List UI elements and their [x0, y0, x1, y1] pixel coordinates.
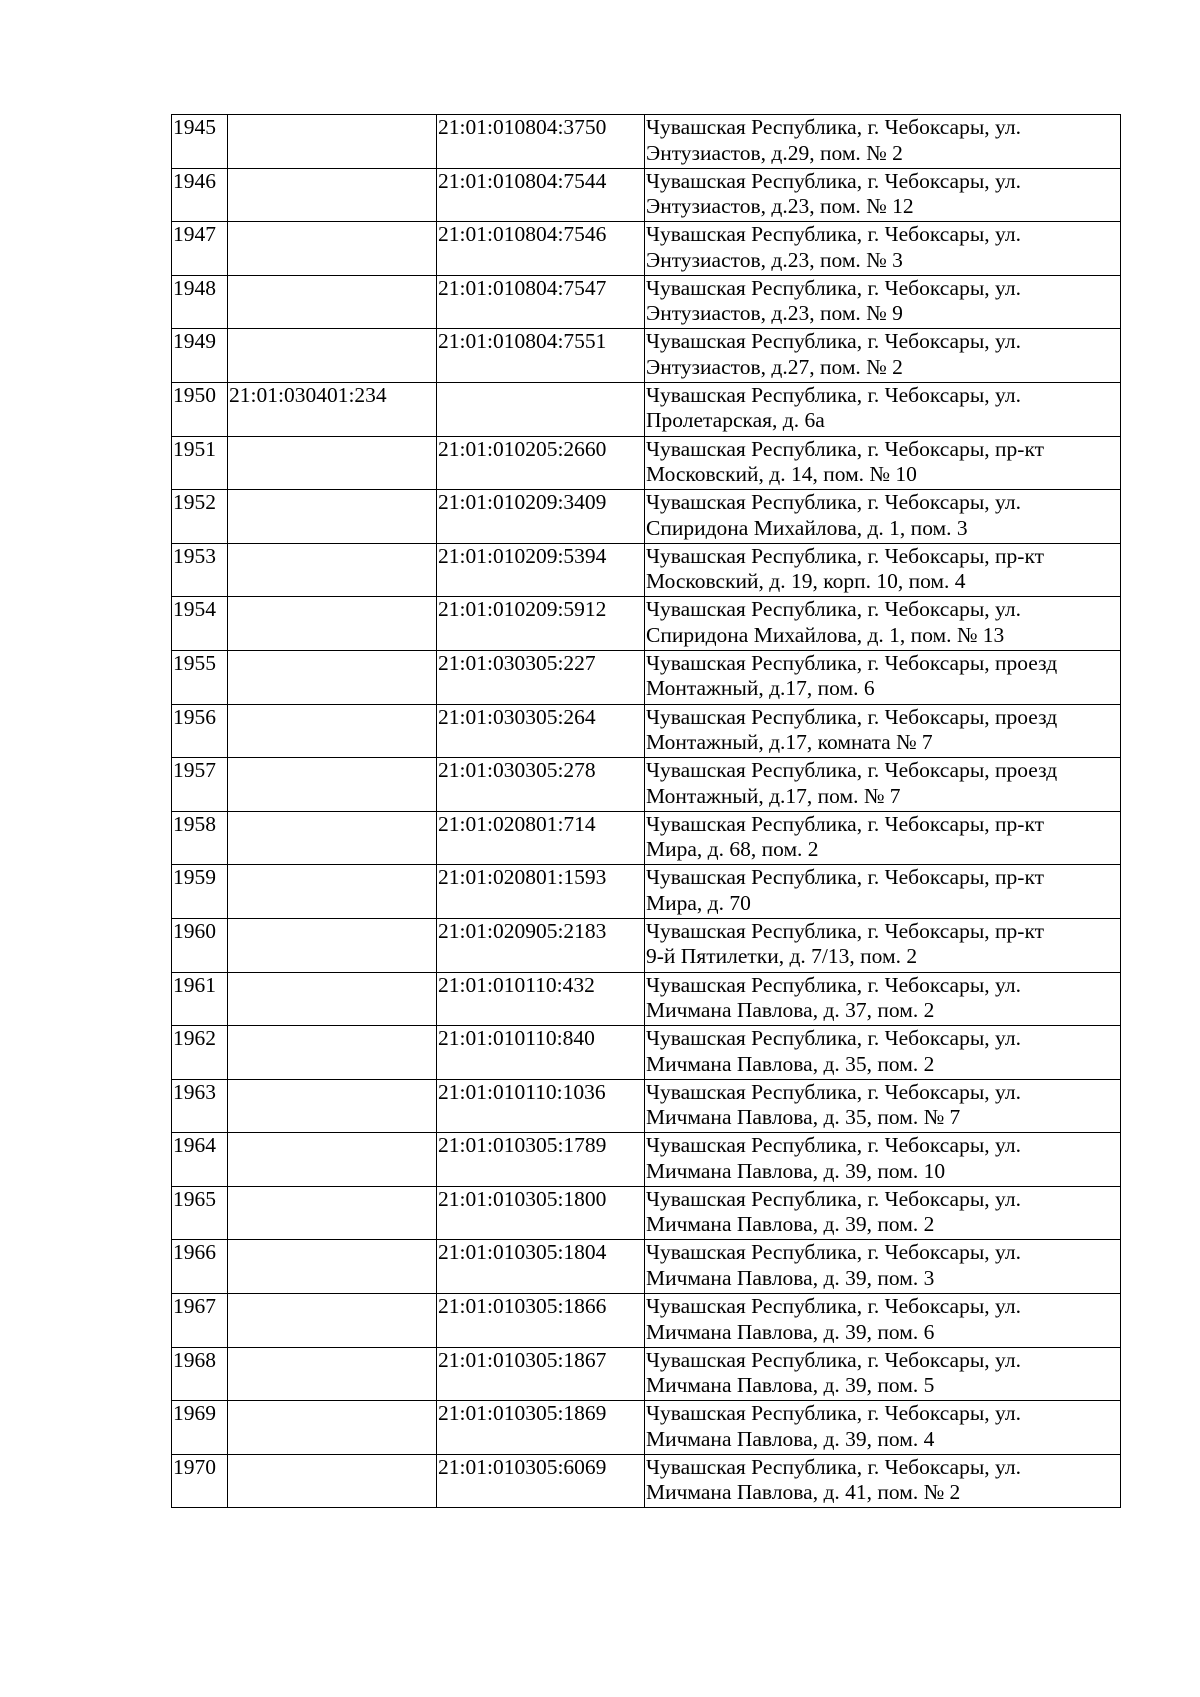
address-cell: Чувашская Республика, г. Чебоксары, ул. Мичмана Павлова, д. 39, пом. 10 — [645, 1133, 1121, 1187]
land-cadastral-cell — [228, 1079, 437, 1133]
building-cadastral-cell: 21:01:010110:840 — [437, 1026, 645, 1080]
land-cadastral-cell — [228, 436, 437, 490]
building-cadastral-cell: 21:01:010804:7544 — [437, 168, 645, 222]
address-cell: Чувашская Республика, г. Чебоксары, проезд Монтажный, д.17, пом. № 7 — [645, 758, 1121, 812]
table-row — [172, 918, 1121, 972]
building-cadastral-cell: 21:01:020801:1593 — [437, 865, 645, 919]
building-cadastral-cell: 21:01:010305:1866 — [437, 1294, 645, 1348]
building-cadastral-cell: 21:01:030305:264 — [437, 704, 645, 758]
table-row — [172, 1401, 1121, 1455]
address-cell: Чувашская Республика, г. Чебоксары, ул. Энтузиастов, д.27, пом. № 2 — [645, 329, 1121, 383]
land-cadastral-cell — [228, 1401, 437, 1455]
address-cell: Чувашская Республика, г. Чебоксары, ул. Мичмана Павлова, д. 39, пом. 6 — [645, 1294, 1121, 1348]
table-row — [172, 1186, 1121, 1240]
table-row — [172, 1240, 1121, 1294]
building-cadastral-cell: 21:01:010804:7551 — [437, 329, 645, 383]
land-cadastral-cell — [228, 222, 437, 276]
row-number-cell: 1968 — [172, 1347, 228, 1401]
table-row — [172, 1347, 1121, 1401]
land-cadastral-cell — [228, 1026, 437, 1080]
row-number-cell: 1947 — [172, 222, 228, 276]
table-row — [172, 1454, 1121, 1508]
land-cadastral-cell — [228, 918, 437, 972]
registry-table-body — [172, 115, 1121, 1508]
land-cadastral-cell — [228, 329, 437, 383]
land-cadastral-cell — [228, 597, 437, 651]
row-number-cell: 1967 — [172, 1294, 228, 1348]
land-cadastral-cell — [228, 1186, 437, 1240]
building-cadastral-cell: 21:01:010305:1867 — [437, 1347, 645, 1401]
building-cadastral-cell: 21:01:010804:3750 — [437, 115, 645, 169]
table-row — [172, 704, 1121, 758]
address-cell: Чувашская Республика, г. Чебоксары, ул. Энтузиастов, д.23, пом. № 3 — [645, 222, 1121, 276]
table-row — [172, 222, 1121, 276]
address-cell: Чувашская Республика, г. Чебоксары, пр-кт 9-й Пятилетки, д. 7/13, пом. 2 — [645, 918, 1121, 972]
row-number-cell: 1969 — [172, 1401, 228, 1455]
table-row — [172, 382, 1121, 436]
address-cell: Чувашская Республика, г. Чебоксары, пр-кт Мира, д. 70 — [645, 865, 1121, 919]
table-row — [172, 811, 1121, 865]
building-cadastral-cell: 21:01:010209:3409 — [437, 490, 645, 544]
building-cadastral-cell: 21:01:010804:7546 — [437, 222, 645, 276]
address-cell: Чувашская Республика, г. Чебоксары, ул. Мичмана Павлова, д. 35, пом. 2 — [645, 1026, 1121, 1080]
row-number-cell: 1950 — [172, 382, 228, 436]
land-cadastral-cell — [228, 865, 437, 919]
address-cell: Чувашская Республика, г. Чебоксары, ул. Спиридона Михайлова, д. 1, пом. № 13 — [645, 597, 1121, 651]
address-cell: Чувашская Республика, г. Чебоксары, ул. Спиридона Михайлова, д. 1, пом. 3 — [645, 490, 1121, 544]
row-number-cell: 1954 — [172, 597, 228, 651]
address-cell: Чувашская Республика, г. Чебоксары, ул. Пролетарская, д. 6а — [645, 382, 1121, 436]
table-row — [172, 115, 1121, 169]
table-row — [172, 597, 1121, 651]
row-number-cell: 1970 — [172, 1454, 228, 1508]
row-number-cell: 1959 — [172, 865, 228, 919]
row-number-cell: 1957 — [172, 758, 228, 812]
address-cell: Чувашская Республика, г. Чебоксары, ул. Мичмана Павлова, д. 35, пом. № 7 — [645, 1079, 1121, 1133]
address-cell: Чувашская Республика, г. Чебоксары, ул. Мичмана Павлова, д. 41, пом. № 2 — [645, 1454, 1121, 1508]
row-number-cell: 1963 — [172, 1079, 228, 1133]
row-number-cell: 1951 — [172, 436, 228, 490]
building-cadastral-cell: 21:01:010305:6069 — [437, 1454, 645, 1508]
building-cadastral-cell: 21:01:020905:2183 — [437, 918, 645, 972]
building-cadastral-cell: 21:01:010110:432 — [437, 972, 645, 1026]
building-cadastral-cell: 21:01:010110:1036 — [437, 1079, 645, 1133]
land-cadastral-cell — [228, 168, 437, 222]
row-number-cell: 1964 — [172, 1133, 228, 1187]
row-number-cell: 1956 — [172, 704, 228, 758]
address-cell: Чувашская Республика, г. Чебоксары, ул. Мичмана Павлова, д. 39, пом. 4 — [645, 1401, 1121, 1455]
table-row — [172, 758, 1121, 812]
table-row — [172, 650, 1121, 704]
land-cadastral-cell — [228, 1454, 437, 1508]
building-cadastral-cell: 21:01:010804:7547 — [437, 275, 645, 329]
land-cadastral-cell — [228, 1133, 437, 1187]
land-cadastral-cell — [228, 758, 437, 812]
building-cadastral-cell: 21:01:030305:278 — [437, 758, 645, 812]
table-row — [172, 1079, 1121, 1133]
address-cell: Чувашская Республика, г. Чебоксары, проезд Монтажный, д.17, пом. 6 — [645, 650, 1121, 704]
land-cadastral-cell — [228, 275, 437, 329]
land-cadastral-cell — [228, 490, 437, 544]
building-cadastral-cell: 21:01:020801:714 — [437, 811, 645, 865]
row-number-cell: 1961 — [172, 972, 228, 1026]
land-cadastral-cell: 21:01:030401:234 — [228, 382, 437, 436]
row-number-cell: 1948 — [172, 275, 228, 329]
row-number-cell: 1946 — [172, 168, 228, 222]
row-number-cell: 1960 — [172, 918, 228, 972]
land-cadastral-cell — [228, 1347, 437, 1401]
building-cadastral-cell: 21:01:010305:1800 — [437, 1186, 645, 1240]
address-cell: Чувашская Республика, г. Чебоксары, ул. Энтузиастов, д.23, пом. № 9 — [645, 275, 1121, 329]
table-row — [172, 1026, 1121, 1080]
table-row — [172, 436, 1121, 490]
building-cadastral-cell: 21:01:010209:5394 — [437, 543, 645, 597]
table-row — [172, 1133, 1121, 1187]
table-row — [172, 865, 1121, 919]
land-cadastral-cell — [228, 650, 437, 704]
land-cadastral-cell — [228, 972, 437, 1026]
table-row — [172, 972, 1121, 1026]
address-cell: Чувашская Республика, г. Чебоксары, ул. Мичмана Павлова, д. 37, пом. 2 — [645, 972, 1121, 1026]
table-row — [172, 543, 1121, 597]
building-cadastral-cell: 21:01:030305:227 — [437, 650, 645, 704]
row-number-cell: 1965 — [172, 1186, 228, 1240]
address-cell: Чувашская Республика, г. Чебоксары, пр-кт Московский, д. 19, корп. 10, пом. 4 — [645, 543, 1121, 597]
address-cell: Чувашская Республика, г. Чебоксары, пр-кт Московский, д. 14, пом. № 10 — [645, 436, 1121, 490]
row-number-cell: 1949 — [172, 329, 228, 383]
land-cadastral-cell — [228, 115, 437, 169]
address-cell: Чувашская Республика, г. Чебоксары, ул. Энтузиастов, д.23, пом. № 12 — [645, 168, 1121, 222]
building-cadastral-cell: 21:01:010305:1869 — [437, 1401, 645, 1455]
land-cadastral-cell — [228, 811, 437, 865]
row-number-cell: 1966 — [172, 1240, 228, 1294]
property-registry-table — [171, 114, 1121, 1508]
row-number-cell: 1955 — [172, 650, 228, 704]
row-number-cell: 1962 — [172, 1026, 228, 1080]
table-row — [172, 329, 1121, 383]
building-cadastral-cell — [437, 382, 645, 436]
row-number-cell: 1953 — [172, 543, 228, 597]
table-row — [172, 1294, 1121, 1348]
table-row — [172, 168, 1121, 222]
building-cadastral-cell: 21:01:010305:1804 — [437, 1240, 645, 1294]
building-cadastral-cell: 21:01:010305:1789 — [437, 1133, 645, 1187]
address-cell: Чувашская Республика, г. Чебоксары, ул. Мичмана Павлова, д. 39, пом. 5 — [645, 1347, 1121, 1401]
land-cadastral-cell — [228, 704, 437, 758]
row-number-cell: 1952 — [172, 490, 228, 544]
building-cadastral-cell: 21:01:010209:5912 — [437, 597, 645, 651]
address-cell: Чувашская Республика, г. Чебоксары, проезд Монтажный, д.17, комната № 7 — [645, 704, 1121, 758]
address-cell: Чувашская Республика, г. Чебоксары, ул. Мичмана Павлова, д. 39, пом. 3 — [645, 1240, 1121, 1294]
table-row — [172, 275, 1121, 329]
land-cadastral-cell — [228, 1240, 437, 1294]
address-cell: Чувашская Республика, г. Чебоксары, пр-кт Мира, д. 68, пом. 2 — [645, 811, 1121, 865]
land-cadastral-cell — [228, 543, 437, 597]
row-number-cell: 1958 — [172, 811, 228, 865]
building-cadastral-cell: 21:01:010205:2660 — [437, 436, 645, 490]
land-cadastral-cell — [228, 1294, 437, 1348]
table-row — [172, 490, 1121, 544]
address-cell: Чувашская Республика, г. Чебоксары, ул. Энтузиастов, д.29, пом. № 2 — [645, 115, 1121, 169]
address-cell: Чувашская Республика, г. Чебоксары, ул. Мичмана Павлова, д. 39, пом. 2 — [645, 1186, 1121, 1240]
row-number-cell: 1945 — [172, 115, 228, 169]
